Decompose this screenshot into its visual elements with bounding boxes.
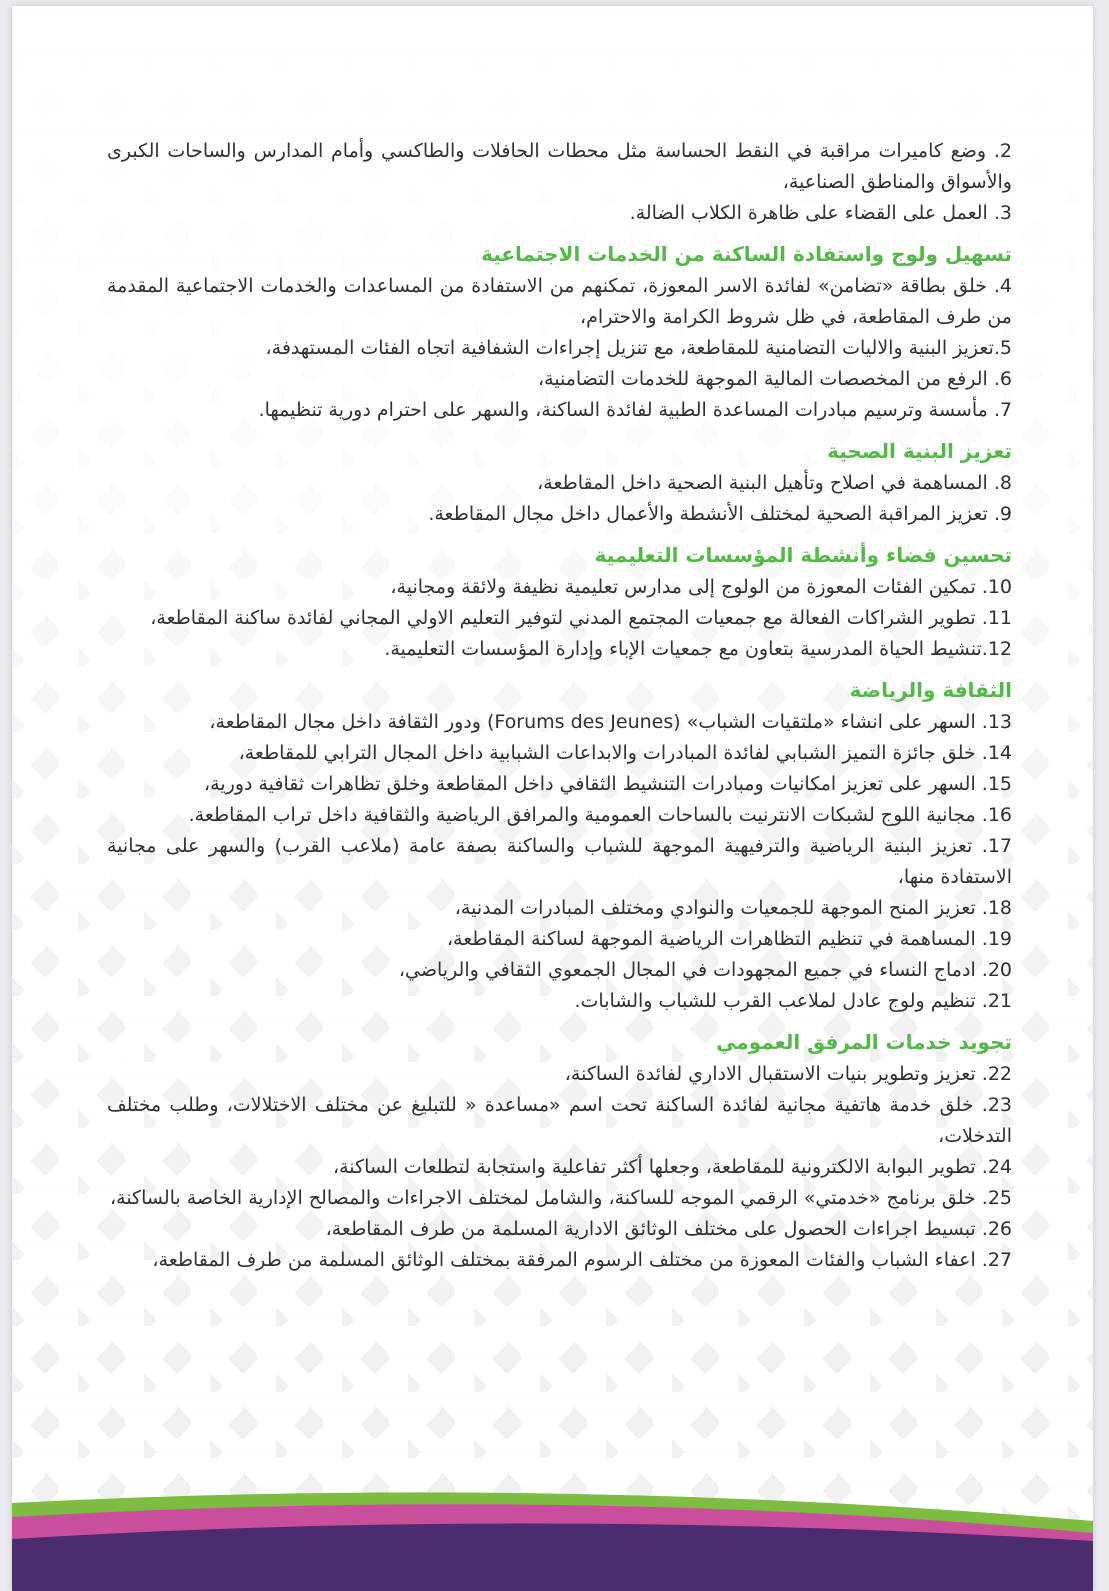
section xyxy=(107,539,1012,665)
section-heading: تسهيل ولوج واستفادة الساكنة من الخدمات الاجتماعية xyxy=(481,242,1012,266)
document-page xyxy=(12,6,1093,1591)
list-item: 5.تعزيز البنية والاليات التضامنية للمقاطعة، مع تنزيل إجراءات الشفافية اتجاه الفئات المستهدفة، xyxy=(265,337,1012,359)
list-item: 17. تعزيز البنية الرياضية والترفيهية الموجهة للشباب والساكنة بصفة عامة (ملاعب القرب) والسهر على مجانية الاستفادة منها، xyxy=(107,835,1012,888)
list-item: 24. تطوير البوابة الالكترونية للمقاطعة، وجعلها أكثر تفاعلية واستجابة لتطلعات الساكنة، xyxy=(332,1156,1012,1178)
section xyxy=(107,435,1012,530)
section xyxy=(107,1026,1012,1276)
list-item: 4. خلق بطاقة «تضامن» لفائدة الاسر المعوزة، تمكنهم من الاستفادة من المساعدات والخدمات الاجتماعية المقدمة من طرف المقاطعة، في ظل شروط الكرامة والاحترام، xyxy=(107,275,1012,328)
section-heading: تجويد خدمات المرفق العمومي xyxy=(716,1030,1012,1054)
list-item: 19. المساهمة في تنظيم التظاهرات الرياضية الموجهة لساكنة المقاطعة، xyxy=(446,928,1012,950)
footer-wave-decoration xyxy=(12,1481,1093,1591)
main-content xyxy=(107,136,1012,1276)
list-item: 11. تطوير الشراكات الفعالة مع جمعيات المجتمع المدني لتوفير التعليم الاولي المجاني لفائدة ساكنة المقاطعة، xyxy=(150,607,1012,629)
list-item: 10. تمكين الفئات المعوزة من الولوج إلى مدارس تعليمية نظيفة ولائقة ومجانية، xyxy=(390,576,1012,598)
section-heading: الثقافة والرياضة xyxy=(849,678,1012,702)
section xyxy=(107,674,1012,1017)
intro-items xyxy=(107,136,1012,229)
list-item: 9. تعزيز المراقبة الصحية لمختلف الأنشطة والأعمال داخل مجال المقاطعة. xyxy=(428,503,1012,525)
section-heading: تعزيز البنية الصحية xyxy=(827,439,1012,463)
list-item: 12.تنشيط الحياة المدرسية بتعاون مع جمعيات الإباء وإدارة المؤسسات التعليمية. xyxy=(384,638,1012,660)
list-item: 6. الرفع من المخصصات المالية الموجهة للخدمات التضامنية، xyxy=(537,368,1012,390)
list-item: 14. خلق جائزة التميز الشبابي لفائدة المبادرات والابداعات الشبابية داخل المجال الترابي للمقاطعة، xyxy=(238,742,1012,764)
list-item: 26. تبسيط اجراءات الحصول على مختلف الوثائق الادارية المسلمة من طرف المقاطعة، xyxy=(325,1218,1012,1240)
list-item: 21. تنظيم ولوج عادل لملاعب القرب للشباب والشابات. xyxy=(574,990,1012,1012)
sections-container xyxy=(107,238,1012,1276)
list-item: 7. مأسسة وترسيم مبادرات المساعدة الطبية لفائدة الساكنة، والسهر على احترام دورية تنظيمها. xyxy=(258,399,1012,421)
list-item: 23. خلق خدمة هاتفية مجانية لفائدة الساكنة تحت اسم «مساعدة « للتبليغ عن مختلف الاختلالات، وطلب مختلف التدخلات، xyxy=(107,1094,1012,1147)
list-item: 16. مجانية اللوج لشبكات الانترنيت بالساحات العمومية والمرافق الرياضية والثقافية داخل تراب المقاطعة. xyxy=(188,804,1012,826)
list-item: 27. اعفاء الشباب والفئات المعوزة من مختلف الرسوم المرفقة بمختلف الوثائق المسلمة من طرف المقاطعة، xyxy=(152,1249,1012,1271)
section-heading: تحسين فضاء وأنشطة المؤسسات التعليمية xyxy=(594,543,1012,567)
list-item: 18. تعزيز المنح الموجهة للجمعيات والنوادي ومختلف المبادرات المدنية، xyxy=(454,897,1012,919)
list-item: 3. العمل على القضاء على ظاهرة الكلاب الضالة. xyxy=(629,202,1012,224)
section xyxy=(107,238,1012,426)
list-item: 20. ادماج النساء في جميع المجهودات في المجال الجمعوي الثقافي والرياضي، xyxy=(398,959,1012,981)
list-item: 25. خلق برنامج «خدمتي» الرقمي الموجه للساكنة، والشامل لمختلف الاجراءات والمصالح الإدارية الخاصة بالساكنة، xyxy=(110,1187,1012,1209)
list-item: 22. تعزيز وتطوير بنيات الاستقبال الاداري لفائدة الساكنة، xyxy=(564,1063,1012,1085)
list-item: 2. وضع كاميرات مراقبة في النقط الحساسة مثل محطات الحافلات والطاكسي وأمام المدارس والساحات الكبرى والأسواق والمناطق الصناعية، xyxy=(107,140,1012,193)
list-item: 15. السهر على تعزيز امكانيات ومبادرات التنشيط الثقافي داخل المقاطعة وخلق تظاهرات ثقافية دورية، xyxy=(204,773,1012,795)
list-item: 13. السهر على انشاء «ملتقيات الشباب» (Forums des Jeunes) ودور الثقافة داخل مجال المقاطعة، xyxy=(209,711,1012,733)
list-item: 8. المساهمة في اصلاح وتأهيل البنية الصحية داخل المقاطعة، xyxy=(537,472,1012,494)
